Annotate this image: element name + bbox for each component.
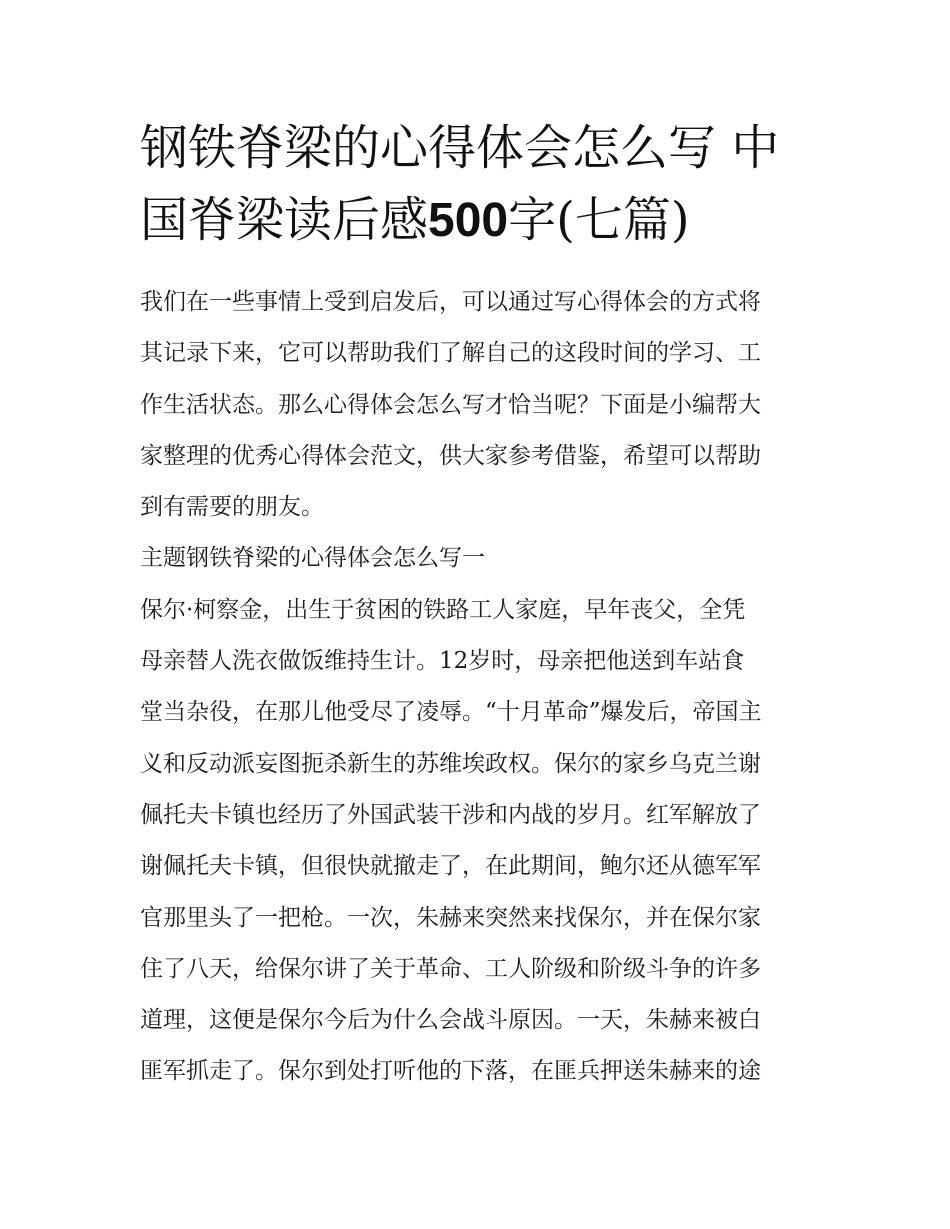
section-heading: 主题钢铁脊梁的心得体会怎么写一 [140,545,485,572]
body-line: 道理，这便是保尔今后为什么会战斗原因。一天，朱赫来被白 [140,1007,761,1034]
body-line: 匪军抓走了。保尔到处打听他的下落，在匪兵押送朱赫来的途 [140,1058,761,1085]
body-line: 住了八天，给保尔讲了关于革命、工人阶级和阶级斗争的许多 [140,955,761,982]
body-line: 作生活状态。那么心得体会怎么写才恰当呢？下面是小编帮大 [140,391,761,418]
body-line: 母亲替人洗衣做饭维持生计。12岁时，母亲把他送到车站食 [140,648,745,675]
body-line: 其记录下来，它可以帮助我们了解自己的这段时间的学习、工 [140,340,761,367]
page-title [140,112,820,257]
title-line-2-number: 500 [428,194,509,247]
title-line-1: 钢铁脊梁的心得体会怎么写 中 [140,120,780,176]
body-line: 保尔·柯察金，出生于贫困的铁路工人家庭，早年丧父，全凭 [140,596,746,623]
body-line: 家整理的优秀心得体会范文，供大家参考借鉴，希望可以帮助 [140,442,761,469]
body-line: 佩托夫卡镇也经历了外国武装干涉和内战的岁月。红军解放了 [140,801,761,828]
body-line: 谢佩托夫卡镇，但很快就撤走了，在此期间，鲍尔还从德军军 [140,853,761,880]
document-body [140,277,820,1098]
title-line-2-suffix: 字(七篇) [508,192,690,248]
body-line: 我们在一些事情上受到启发后，可以通过写心得体会的方式将 [140,289,761,315]
body-line: 义和反动派妄图扼杀新生的苏维埃政权。保尔的家乡乌克兰谢 [140,750,761,777]
body-line: 到有需要的朋友。 [140,494,324,521]
title-line-2-text: 国脊梁读后感 [140,192,429,248]
body-line: 官那里头了一把枪。一次，朱赫来突然来找保尔，并在保尔家 [140,904,761,931]
body-line: 堂当杂役，在那儿他受尽了凌辱。“十月革命”爆发后，帝国主 [140,699,762,726]
